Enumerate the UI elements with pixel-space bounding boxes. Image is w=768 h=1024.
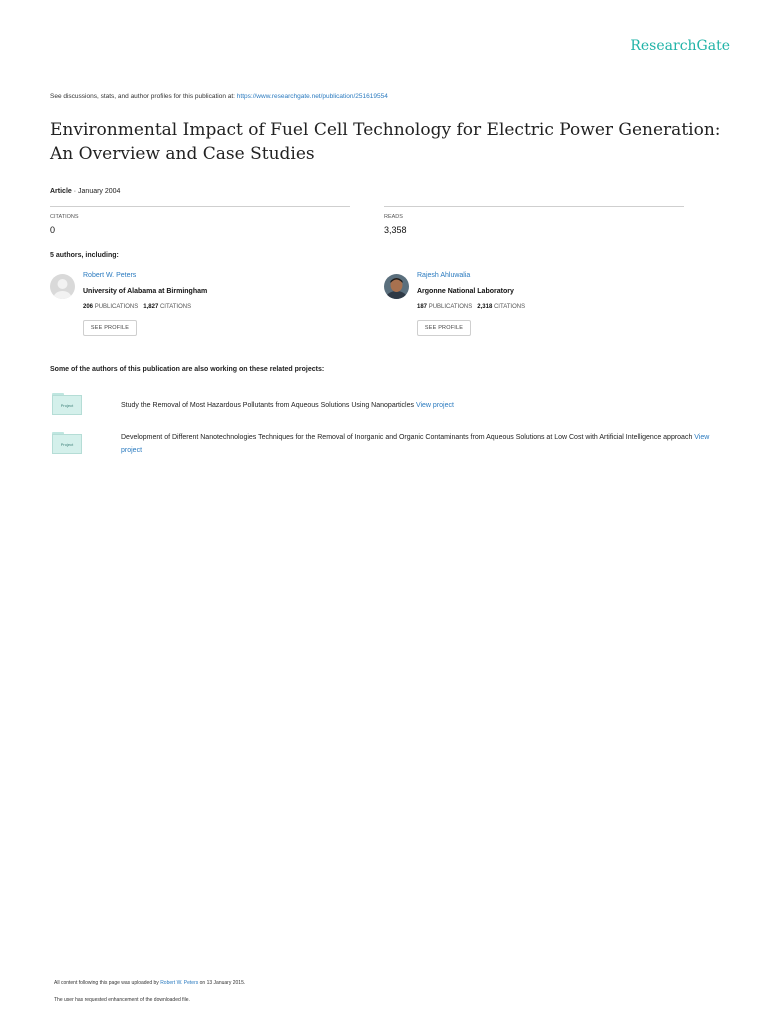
project-item (50, 432, 730, 460)
authors-heading: 5 authors, including: (50, 252, 119, 259)
upload-suffix: on 13 January 2015. (198, 980, 246, 986)
project-title: Development of Different Nanotechnologies Techniques for the Removal of Inorganic and Organic Contaminants from Aqueous Solutions at Low Cost with Artificial Intelligence approach (121, 434, 695, 441)
meta-separator: · (71, 188, 79, 195)
citations-label: CITATIONS (50, 214, 79, 220)
publication-title: Environmental Impact of Fuel Cell Technology for Electric Power Generation: An Overview and Case Studies (50, 120, 721, 164)
stats-divider-right (384, 206, 684, 207)
project-icon-label: Project (60, 403, 74, 408)
author-name-link[interactable]: Robert W. Peters (83, 272, 137, 279)
author-stats (417, 304, 525, 310)
project-title: Study the Removal of Most Hazardous Pollutants from Aqueous Solutions Using Nanoparticles (121, 402, 416, 409)
researchgate-logo[interactable]: ResearchGate (630, 38, 730, 54)
author-institution: Argonne National Laboratory (417, 288, 514, 295)
author-publications-count: 206 (83, 304, 94, 310)
reads-count: 3,358 (384, 225, 407, 235)
project-folder-icon[interactable] (52, 393, 82, 415)
view-project-link[interactable]: View project (415, 402, 454, 409)
author-card (50, 272, 350, 342)
project-item (50, 393, 730, 417)
project-icon-label: Project (60, 442, 74, 447)
upload-note (54, 980, 245, 986)
author-citations-label: CITATIONS (159, 304, 192, 310)
author-publications-count: 187 (417, 304, 428, 310)
publication-date: January 2004 (78, 188, 121, 195)
projects-heading: Some of the authors of this publication are also working on these related projects: (50, 366, 325, 373)
citations-count: 0 (50, 225, 56, 235)
upload-prefix: All content following this page was uploaded by (54, 980, 161, 986)
stats-divider-left (50, 206, 350, 207)
see-profile-button[interactable]: SEE PROFILE (83, 320, 137, 336)
author-citations-label: CITATIONS (493, 304, 526, 310)
reads-label: READS (384, 214, 403, 220)
author-citations-count: 1,827 (143, 304, 159, 310)
author-card (384, 272, 684, 342)
view-project-link[interactable]: View project (121, 434, 710, 454)
project-description (121, 431, 721, 457)
discussion-line (50, 93, 388, 100)
author-citations-count: 2,318 (477, 304, 493, 310)
author-stats (83, 304, 191, 310)
author-photo-icon[interactable] (384, 274, 409, 299)
avatar-placeholder-icon[interactable] (50, 274, 75, 299)
see-profile-button[interactable]: SEE PROFILE (417, 320, 471, 336)
uploader-link[interactable]: Robert W. Peters (160, 980, 199, 986)
enhancement-note: The user has requested enhancement of the downloaded file. (54, 997, 190, 1003)
project-folder-icon[interactable] (52, 432, 82, 454)
publication-link[interactable]: https://www.researchgate.net/publication/251619554 (236, 93, 388, 100)
discussion-prefix: See discussions, stats, and author profiles for this publication at: (50, 93, 237, 100)
author-institution: University of Alabama at Birmingham (83, 288, 208, 295)
project-description (121, 399, 721, 412)
author-publications-label: PUBLICATIONS (428, 304, 473, 310)
publication-meta (50, 188, 120, 195)
publication-type: Article (50, 188, 72, 195)
author-name-link[interactable]: Rajesh Ahluwalia (417, 272, 471, 279)
author-publications-label: PUBLICATIONS (94, 304, 139, 310)
